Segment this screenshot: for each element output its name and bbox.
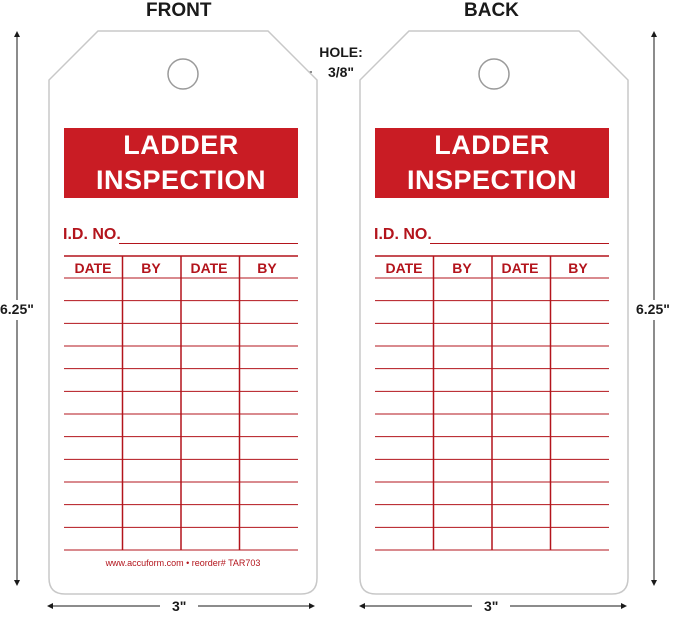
height-label-right: 6.25" — [636, 301, 670, 317]
back-tag — [359, 30, 629, 595]
front-id-line — [119, 243, 298, 244]
front-hole — [168, 59, 198, 89]
front-banner — [64, 128, 298, 198]
back-banner — [375, 128, 609, 198]
back-col-by-2: BY — [568, 260, 588, 276]
front-id-row — [63, 226, 298, 248]
back-col-date-2: DATE — [501, 260, 539, 276]
front-footer: www.accuform.com • reorder# TAR703 — [105, 558, 261, 568]
width-label-right: 3" — [484, 598, 499, 614]
hole-label: HOLE: — [319, 44, 363, 60]
front-grid — [64, 256, 298, 550]
front-col-date-1: DATE — [74, 260, 112, 276]
front-col-by-2: BY — [257, 260, 277, 276]
back-title-line1: LADDER — [434, 130, 550, 160]
back-hole — [479, 59, 509, 89]
front-col-date-2: DATE — [190, 260, 228, 276]
back-grid — [375, 256, 609, 550]
front-tag — [48, 30, 318, 595]
height-label-left: 6.25" — [0, 301, 34, 317]
back-col-by-1: BY — [452, 260, 472, 276]
back-id-row — [374, 226, 609, 248]
back-id-line — [430, 243, 609, 244]
front-title: FRONT — [146, 0, 212, 21]
front-title-line2: INSPECTION — [95, 165, 267, 195]
hole-size: 3/8" — [327, 64, 355, 80]
front-title-line1: LADDER — [123, 130, 239, 160]
back-title-line2: INSPECTION — [406, 165, 578, 195]
width-label-left: 3" — [172, 598, 187, 614]
front-col-by-1: BY — [141, 260, 161, 276]
front-id-label: I.D. NO. — [63, 226, 121, 243]
back-id-label: I.D. NO. — [374, 226, 432, 243]
back-title: BACK — [464, 0, 519, 21]
back-col-date-1: DATE — [385, 260, 423, 276]
